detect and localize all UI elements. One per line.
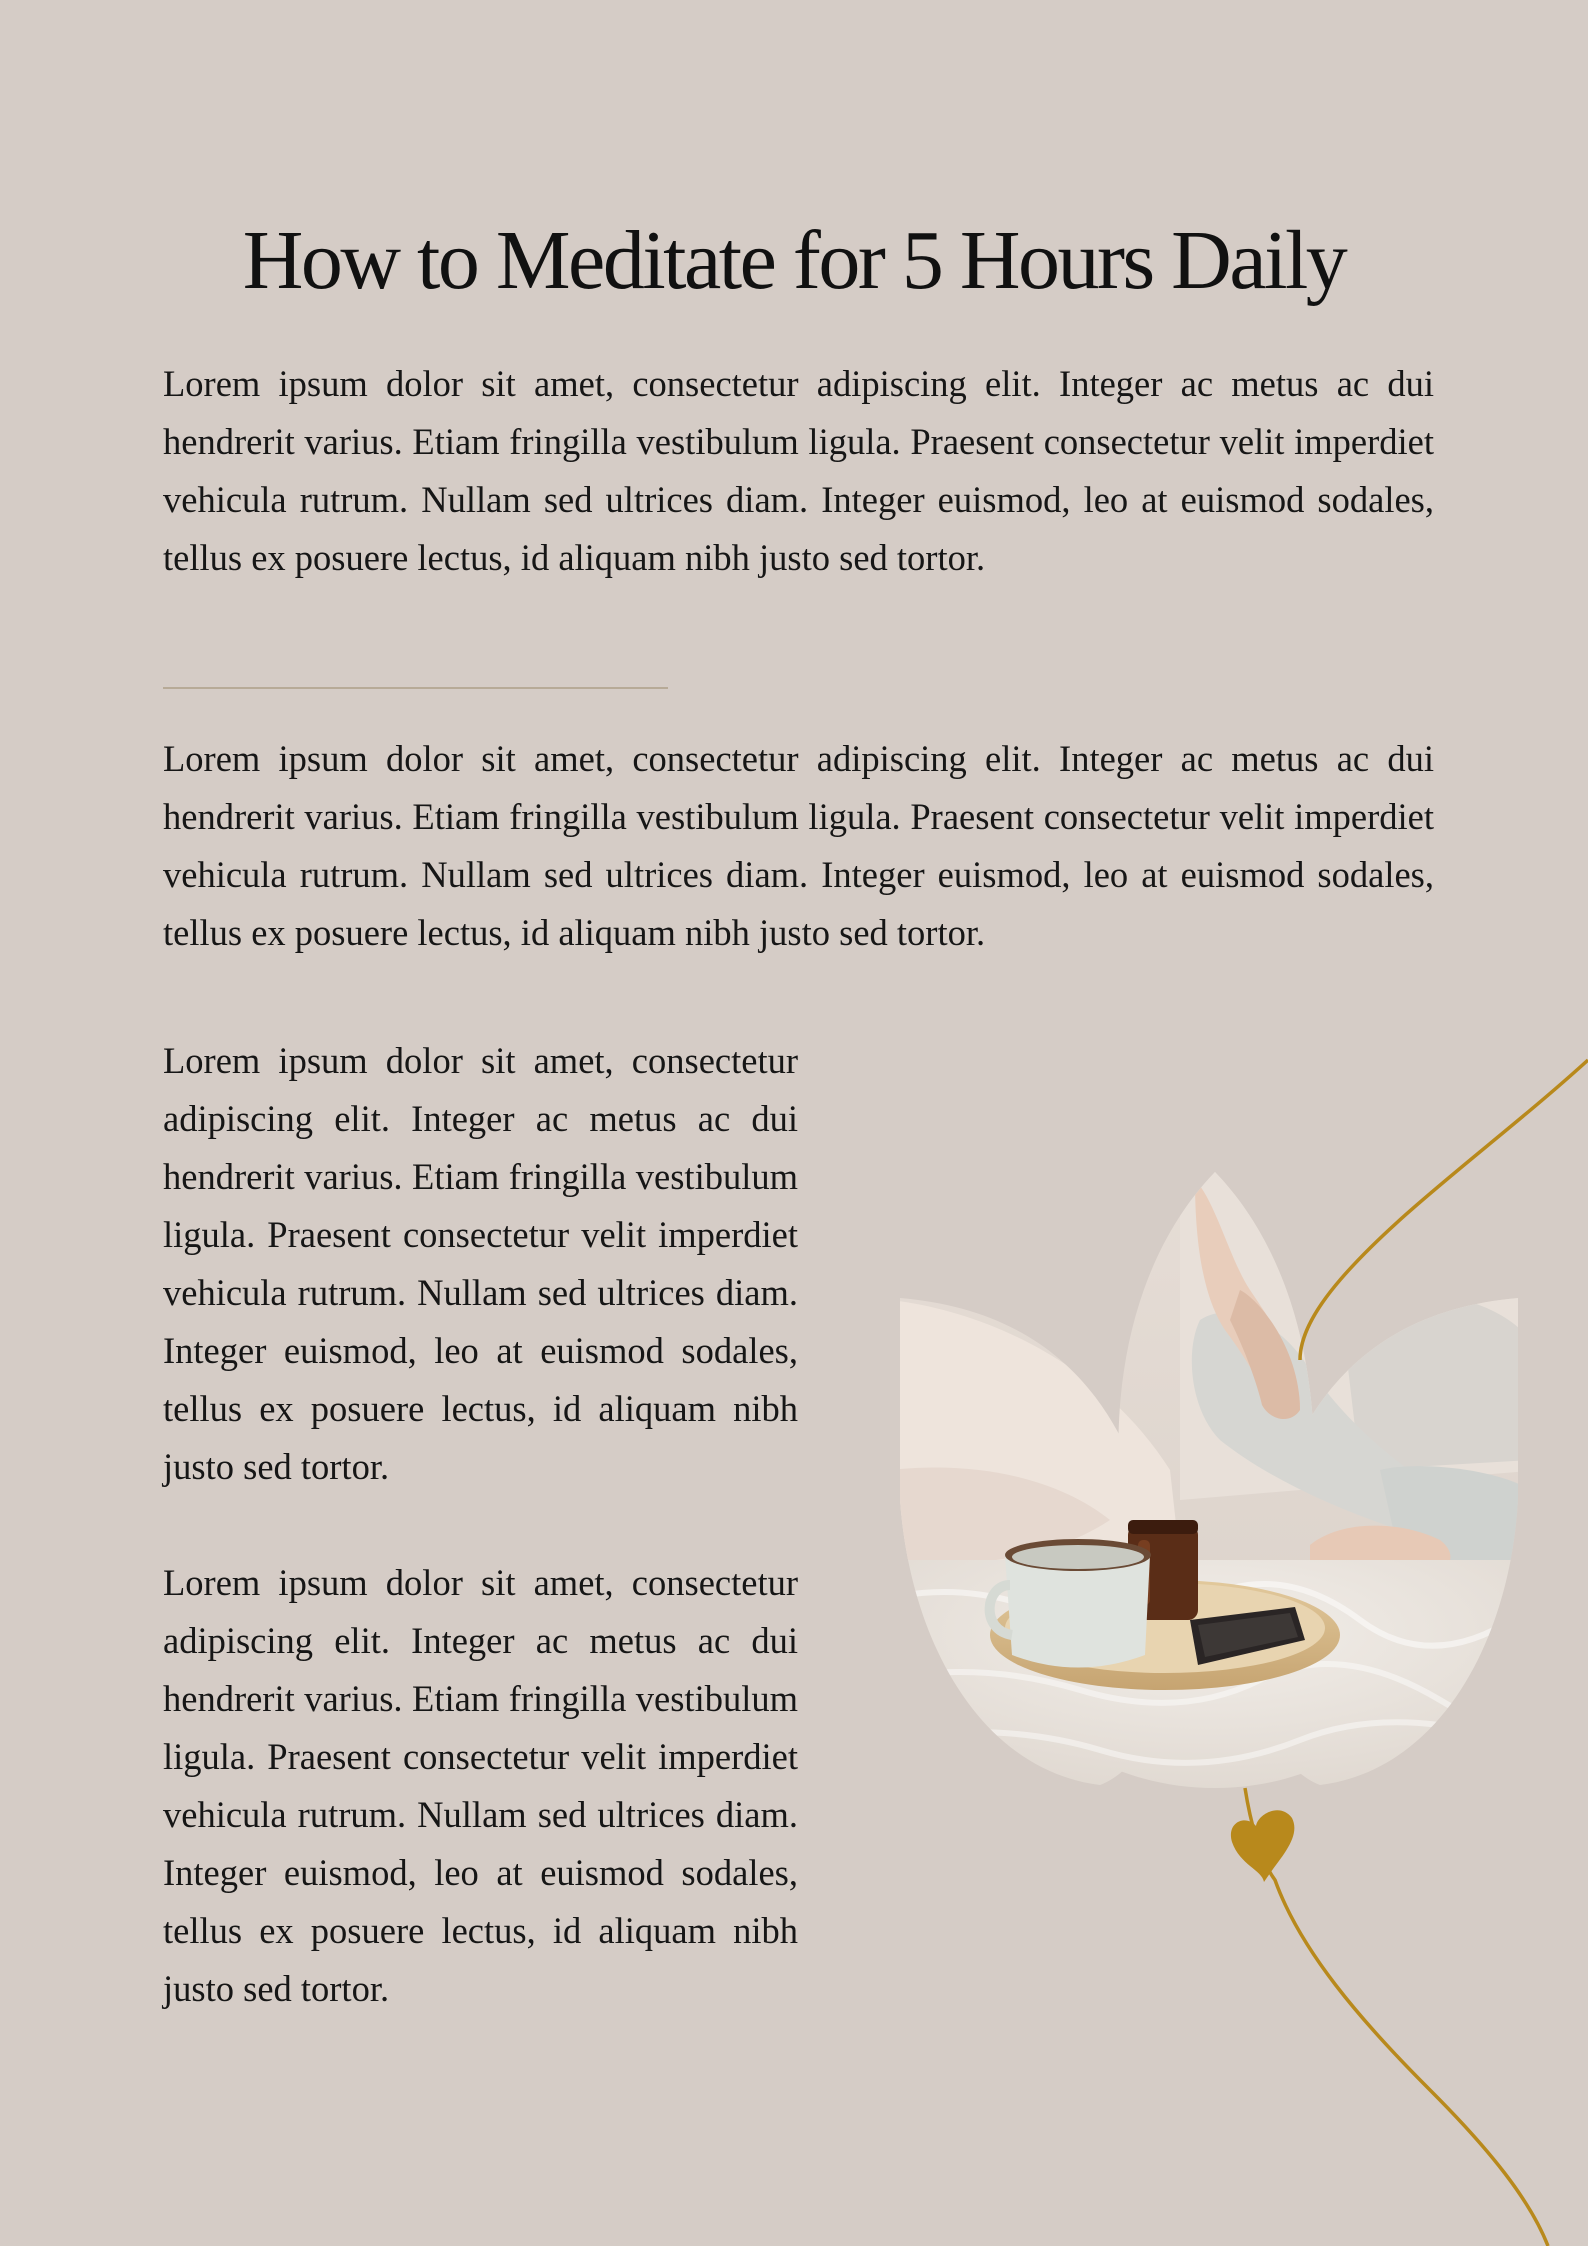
column-paragraph: Lorem ipsum dolor sit amet, consectetur adipiscing elit. Integer ac metus ac dui hendrerit varius. Etiam fringilla vestibulum ligula. Praesent consectetur velit imperdiet vehicula rutrum. Nullam sed ultrices diam. Integer euismod, leo at euismod sodales, tellus ex posuere lectus, id aliquam nibh justo sed tortor.	[163, 1562, 798, 2009]
body-paragraph: Lorem ipsum dolor sit amet, consectetur adipiscing elit. Integer ac metus ac dui hendrerit varius. Etiam fringilla vestibulum ligula. Praesent consectetur velit imperdiet vehicula rutrum. Nullam sed ultrices diam. Integer euismod, leo at euismod sodales, tellus ex posuere lectus, id aliquam nibh justo sed tortor.	[163, 738, 1434, 953]
intro-paragraph: Lorem ipsum dolor sit amet, consectetur adipiscing elit. Integer ac metus ac dui hendrerit varius. Etiam fringilla vestibulum ligula. Praesent consectetur velit imperdiet vehicula rutrum. Nullam sed ultrices diam. Integer euismod, leo at euismod sodales, tellus ex posuere lectus, id aliquam nibh justo sed tortor.	[163, 363, 1434, 578]
gold-vine-line	[1245, 1788, 1548, 2246]
heart-icon	[1231, 1810, 1294, 1882]
column-paragraph: Lorem ipsum dolor sit amet, consectetur adipiscing elit. Integer ac metus ac dui hendrerit varius. Etiam fringilla vestibulum ligula. Praesent consectetur velit imperdiet vehicula rutrum. Nullam sed ultrices diam. Integer euismod, leo at euismod sodales, tellus ex posuere lectus, id aliquam nibh justo sed tortor.	[163, 1040, 798, 1487]
page-title: How to Meditate for 5 Hours Daily	[242, 214, 1346, 307]
lotus-photo	[880, 1160, 1540, 1800]
